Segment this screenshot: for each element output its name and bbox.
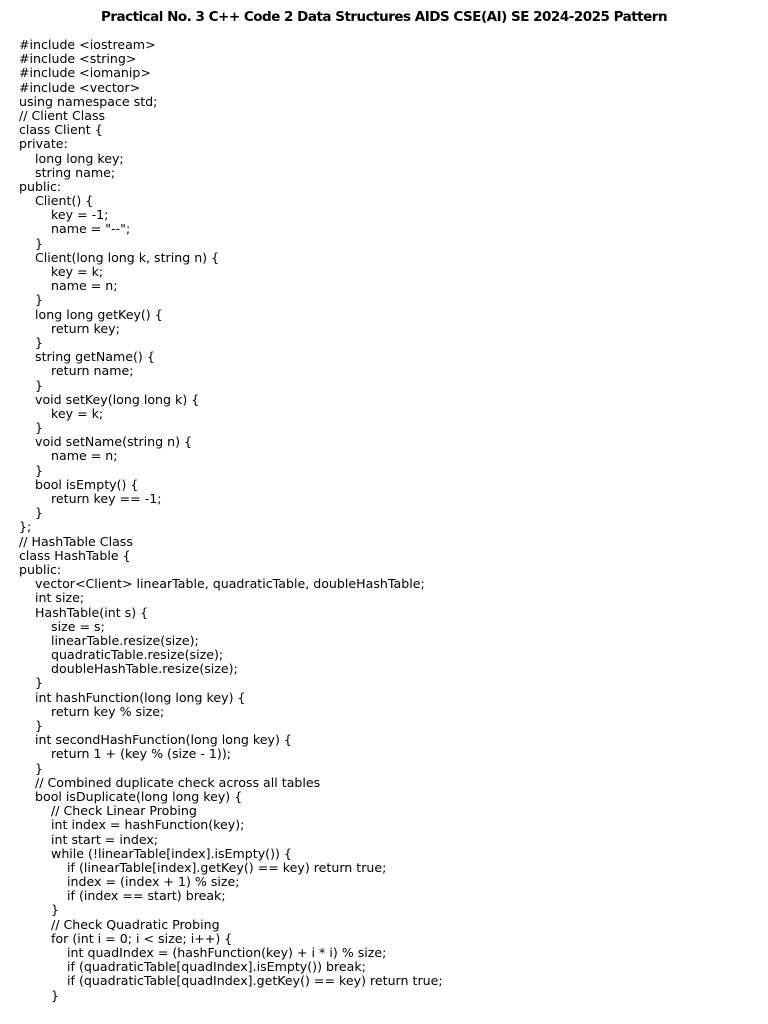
code-line: } <box>19 377 44 393</box>
code-line: class Client { <box>19 122 103 138</box>
code-line: void setName(string n) { <box>19 434 193 450</box>
code-line: // Check Quadratic Probing <box>19 916 220 932</box>
code-line: } <box>19 505 44 521</box>
code-line: } <box>19 760 44 776</box>
code-line: // HashTable Class <box>19 533 133 549</box>
code-line: int index = hashFunction(key); <box>19 817 245 833</box>
code-line: private: <box>19 136 68 152</box>
code-line: } <box>19 334 44 350</box>
code-line: if (quadraticTable[quadIndex].isEmpty()) break; <box>19 959 366 975</box>
code-line: bool isEmpty() { <box>19 476 139 492</box>
code-line: key = k; <box>19 264 104 279</box>
code-line: } <box>19 420 44 436</box>
code-line: // Check Linear Probing <box>19 803 197 819</box>
code-line: int secondHashFunction(long long key) { <box>19 732 292 748</box>
code-line: long long key; <box>19 150 124 166</box>
code-line: #include <iostream> <box>19 37 156 52</box>
code-line: } <box>19 462 44 478</box>
code-line: linearTable.resize(size); <box>19 632 199 648</box>
code-line: #include <string> <box>19 51 137 67</box>
code-line: #include <vector> <box>19 79 141 95</box>
code-line: int start = index; <box>19 831 159 847</box>
code-line: #include <iomanip> <box>19 65 151 81</box>
code-line: Client() { <box>19 193 94 209</box>
code-line: } <box>19 987 60 1003</box>
code-line: name = n; <box>19 278 118 294</box>
code-line: int hashFunction(long long key) { <box>19 689 246 705</box>
code-line: long long getKey() { <box>19 306 163 322</box>
code-line: return key == -1; <box>19 491 162 506</box>
code-line: return 1 + (key % (size - 1)); <box>19 746 232 762</box>
code-line: doubleHashTable.resize(size); <box>19 661 238 677</box>
code-line: for (int i = 0; i < size; i++) { <box>19 930 233 946</box>
code-line: using namespace std; <box>19 93 158 109</box>
code-line: // Client Class <box>19 107 106 123</box>
code-line: public: <box>19 178 62 194</box>
code-line: string name; <box>19 164 116 180</box>
code-line: size = s; <box>19 618 105 634</box>
code-line: bool isDuplicate(long long key) { <box>19 788 243 804</box>
code-line: name = "--"; <box>19 221 131 237</box>
code-line: // Combined duplicate check across all tables <box>19 774 321 790</box>
code-line: class HashTable { <box>19 547 131 563</box>
code-line: } <box>19 718 44 733</box>
code-line: string getName() { <box>19 349 155 365</box>
code-line: if (index == start) break; <box>19 888 226 904</box>
code-line: int size; <box>19 590 85 606</box>
code-block <box>19 38 759 1003</box>
code-line: quadraticTable.resize(size); <box>19 647 224 663</box>
code-line: index = (index + 1) % size; <box>19 874 240 890</box>
code-line: return name; <box>19 363 134 379</box>
code-line: } <box>19 902 60 918</box>
code-line: name = n; <box>19 448 118 464</box>
code-line: public: <box>19 561 62 577</box>
code-line: Client(long long k, string n) { <box>19 249 220 265</box>
code-line: vector<Client> linearTable, quadraticTable, doubleHashTable; <box>19 576 425 592</box>
code-line: if (quadraticTable[quadIndex].getKey() == key) return true; <box>19 973 443 989</box>
code-line: void setKey(long long k) { <box>19 391 200 407</box>
code-line: }; <box>19 519 32 535</box>
page-title: Practical No. 3 C++ Code 2 Data Structures AIDS CSE(AI) SE 2024-2025 Pattern <box>100 9 668 25</box>
code-line: HashTable(int s) { <box>19 604 149 620</box>
code-line: } <box>19 235 44 251</box>
code-line: } <box>19 292 44 308</box>
code-line: if (linearTable[index].getKey() == key) return true; <box>19 859 387 875</box>
code-line: int quadIndex = (hashFunction(key) + i * i) % size; <box>19 945 387 960</box>
code-line: key = k; <box>19 405 104 421</box>
code-line: } <box>19 675 44 691</box>
code-line: return key; <box>19 320 120 336</box>
code-line: return key % size; <box>19 703 165 719</box>
code-line: key = -1; <box>19 207 109 223</box>
code-line: while (!linearTable[index].isEmpty()) { <box>19 845 292 861</box>
